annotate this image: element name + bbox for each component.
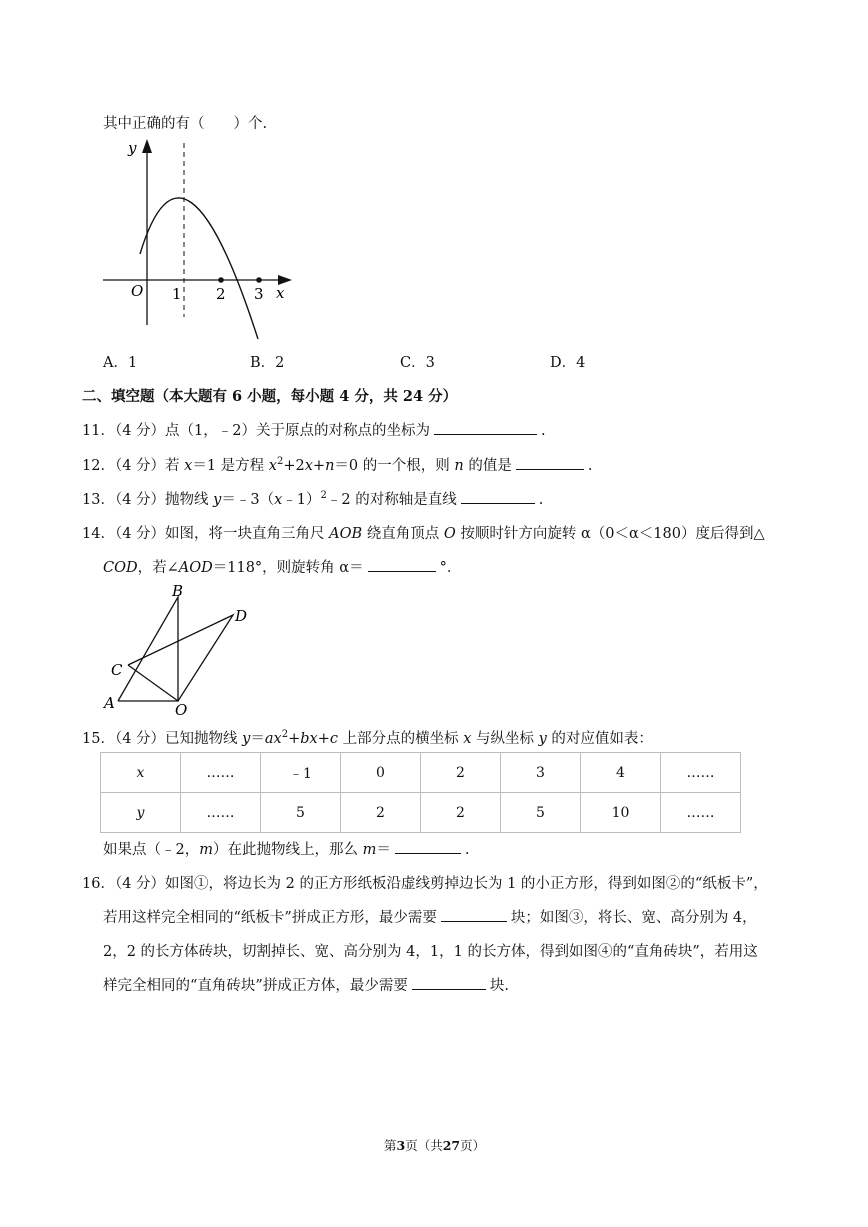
y-axis-arrow: [142, 139, 152, 153]
footer-total-pages: 27: [442, 1138, 461, 1153]
q15-eq-c: c: [329, 731, 338, 747]
q13-suffix: .: [538, 492, 544, 508]
table-cell: 2: [341, 793, 421, 833]
q12-suffix: .: [587, 458, 593, 474]
table-cell: y: [101, 793, 181, 833]
q13-exponent: 2: [320, 490, 327, 502]
q15-text: 的对应值如表：: [546, 731, 653, 747]
option-c: C．3: [400, 355, 435, 371]
q12-text: ＝0 的一个根，则: [334, 458, 455, 474]
q14-text: ，若∠: [137, 560, 179, 576]
question-16-line2: [103, 906, 757, 927]
table-cell: ……: [661, 793, 741, 833]
parabola-curve: [140, 198, 258, 339]
table-cell: 10: [581, 793, 661, 833]
point-2: [218, 277, 224, 283]
table-cell: 3: [501, 753, 581, 793]
y-axis-label: y: [128, 139, 137, 157]
question-16-line1: 16．（4 分）如图①，将边长为 2 的正方形纸板沿虚线剪掉边长为 1 的小正方形，得到如图②的“纸板卡”，: [82, 876, 768, 892]
point-3: [256, 277, 262, 283]
table-row-x: [101, 753, 741, 793]
q12-text: 12．（4 分）若: [82, 458, 185, 474]
q15-eq-x: x: [309, 731, 318, 747]
q15-text: ）在此抛物线上，那么: [212, 842, 363, 858]
q11-suffix: .: [540, 423, 546, 439]
q15-var-m: m: [362, 842, 377, 858]
table-cell: 0: [341, 753, 421, 793]
table-cell: ﹣1: [261, 753, 341, 793]
q15-eq-b: b: [300, 731, 310, 747]
tick-2: 2: [216, 285, 226, 303]
x-axis-label: x: [276, 284, 285, 302]
q13-text: ＝﹣3（: [221, 492, 275, 508]
q14-answer-blank[interactable]: [368, 557, 436, 572]
triangle-cod: [128, 615, 233, 701]
question-11: [82, 419, 546, 440]
table-cell: 2: [421, 753, 501, 793]
q15-var-x: x: [463, 731, 472, 747]
q14-text: 14．（4 分）如图，将一块直角三角尺: [82, 526, 330, 542]
q11-answer-blank[interactable]: [434, 420, 537, 435]
q14-var-aod: AOD: [178, 560, 213, 576]
q12-var-x: x: [184, 458, 193, 474]
tick-3: 3: [254, 285, 264, 303]
q10-stem-tail: 其中正确的有（ ）个.: [103, 116, 268, 132]
option-a: A．1: [103, 355, 138, 371]
q15-eq-y: y: [242, 731, 251, 747]
question-14-line2: [103, 556, 461, 577]
q14-suffix: °．: [439, 560, 462, 576]
table-cell: ……: [181, 753, 261, 793]
q12-var-x: x: [268, 458, 277, 474]
q12-text: ＝1 是方程: [192, 458, 269, 474]
q12-answer-blank[interactable]: [516, 455, 584, 470]
q16-text: 块.: [489, 978, 509, 994]
footer-page-number: 3: [396, 1138, 406, 1153]
question-14-line1: [82, 522, 765, 543]
q15-eq-plus: +: [317, 731, 330, 747]
q15-text: 与纵坐标: [471, 731, 539, 747]
q15-eq-x: x: [273, 731, 282, 747]
q14-var-cod: COD: [103, 560, 138, 576]
q13-text: 13．（4 分）抛物线: [82, 492, 214, 508]
label-o: O: [175, 701, 188, 718]
q16-answer-blank-1[interactable]: [441, 907, 507, 922]
table-cell: ……: [181, 793, 261, 833]
question-15: [82, 727, 653, 748]
page-footer: [384, 1136, 485, 1154]
q15-var-y: y: [538, 731, 547, 747]
option-b: B．2: [250, 355, 285, 371]
q16-answer-blank-2[interactable]: [412, 975, 486, 990]
q15-text: 15．（4 分）已知抛物线: [82, 731, 243, 747]
table-cell: x: [101, 753, 181, 793]
table-cell: ……: [661, 753, 741, 793]
q12-text: +2: [283, 458, 305, 474]
q15-exponent: 2: [281, 729, 289, 741]
q12-var-x: x: [304, 458, 313, 474]
parabola-graph: [95, 135, 305, 340]
table-cell: 4: [581, 753, 661, 793]
origin-label: O: [131, 282, 144, 300]
q13-text: ﹣1）: [282, 492, 321, 508]
section-title: 二、填空题（本大题有 6 小题，每小题 4 分，共 24 分）: [82, 388, 458, 405]
q14-var-o: O: [443, 526, 456, 542]
q14-text: ＝118°，则旋转角 α＝: [212, 560, 364, 576]
question-12: [82, 454, 592, 475]
q14-var-aob: AOB: [329, 526, 363, 542]
table-cell: 5: [261, 793, 341, 833]
label-c: C: [111, 661, 123, 679]
option-d: D．4: [550, 355, 586, 371]
label-d: D: [235, 607, 248, 625]
question-13: [82, 488, 543, 509]
q15-text: ＝: [376, 842, 391, 858]
table-row-y: [101, 793, 741, 833]
q12-var-n: n: [325, 458, 335, 474]
q15-suffix: .: [464, 842, 470, 858]
q13-text: ﹣2 的对称轴是直线: [326, 492, 457, 508]
q15-answer-blank[interactable]: [395, 839, 461, 854]
q16-text: 若用这样完全相同的“纸板卡”拼成正方形，最少需要: [103, 910, 437, 926]
q11-text: 11．（4 分）点（1，﹣2）关于原点的对称点的坐标为: [82, 423, 430, 439]
table-cell: 5: [501, 793, 581, 833]
q13-answer-blank[interactable]: [461, 489, 535, 504]
q14-text: 按顺时针方向旋转 α（0＜α＜180）度后得到△: [455, 526, 765, 542]
question-16-line4: [103, 974, 509, 995]
triangle-rotation-figure: [100, 583, 260, 718]
q15-eq-a: a: [264, 731, 274, 747]
q16-text: 块；如图③，将长、宽、高分别为 4，: [510, 910, 757, 926]
q16-text: 样完全相同的“直角砖块”拼成正方体，最少需要: [103, 978, 408, 994]
footer-text: 页）: [460, 1138, 486, 1153]
q12-text: 的值是: [463, 458, 512, 474]
q15-var-m: m: [199, 842, 213, 858]
table-cell: 2: [421, 793, 501, 833]
q13-var-x: x: [274, 492, 283, 508]
footer-text: 第: [384, 1138, 397, 1153]
q12-exponent: 2: [276, 456, 284, 468]
footer-text: 页（共: [405, 1138, 443, 1153]
value-table: [100, 752, 741, 833]
q15-text: 上部分点的横坐标: [338, 731, 464, 747]
label-a: A: [104, 694, 115, 712]
question-15-followup: [103, 838, 469, 859]
q12-var-n: n: [454, 458, 464, 474]
q12-text: +: [312, 458, 326, 474]
q14-text: 绕直角顶点: [362, 526, 444, 542]
q13-var-y: y: [213, 492, 222, 508]
label-b: B: [172, 583, 184, 600]
tick-1: 1: [172, 285, 182, 303]
q15-eq-plus: +: [288, 731, 301, 747]
triangle-aob: [118, 597, 178, 701]
question-16-line3: 2，2 的长方体砖块，切割掉长、宽、高分别为 4，1，1 的长方体，得到如图④的“直角砖块”，若用这: [103, 944, 758, 960]
q15-eq-eq: ＝: [250, 731, 265, 747]
q15-text: 如果点（﹣2，: [103, 842, 200, 858]
